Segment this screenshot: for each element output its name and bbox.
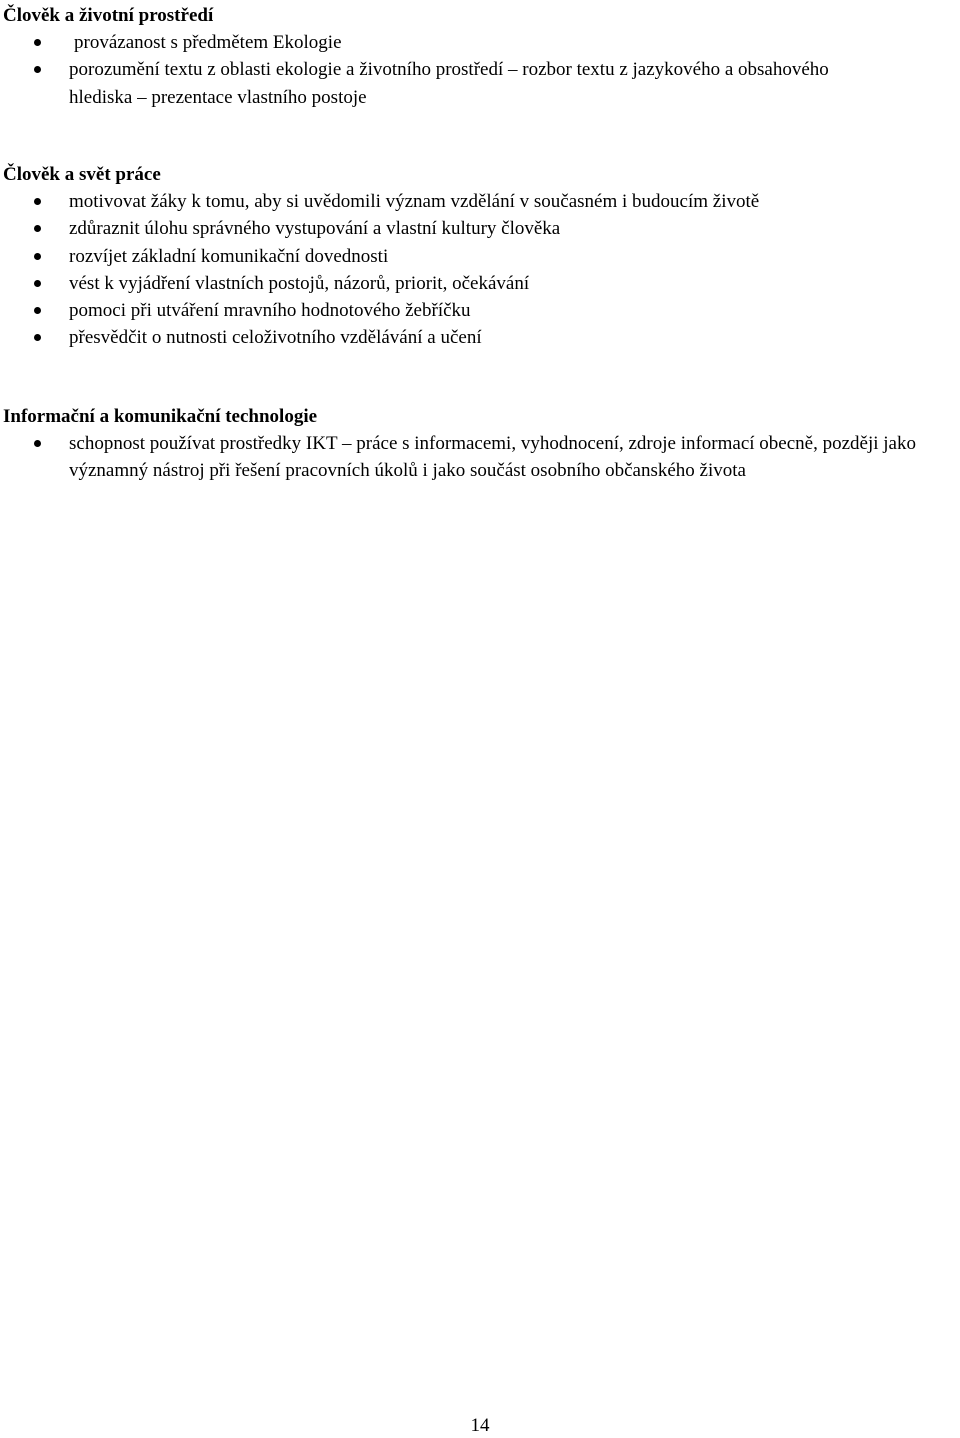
list-item-text: přesvědčit o nutnosti celoživotního vzdělávání a učení [69,327,482,349]
bullet-icon [34,253,41,260]
bullet-icon [34,198,41,205]
bullet-icon [34,39,41,46]
list-item [0,324,960,351]
list-item-text: motivovat žáky k tomu, aby si uvědomili význam vzdělání v současném i budoucím životě [69,191,760,212]
bullet-icon [34,280,41,287]
bullet-icon [34,225,41,232]
list-item-text: provázanost s předmětem Ekologie [74,32,342,53]
bullet-list [0,188,960,352]
bullet-icon [34,440,41,447]
list-item-text: schopnost používat prostředky IKT – práce s informacemi, vyhodnocení, zdroje informací obecně, později jako významný nástroj při řešení pracovních úkolů i jako součást osobního občanského života [69,433,916,482]
bullet-icon [34,66,41,73]
list-item-text: pomoci při utváření mravního hodnotového žebříčku [69,300,471,322]
list-item [0,56,960,111]
section-world-of-work [0,161,960,352]
list-item-text: zdůraznit úlohu správného vystupování a vlastní kultury člověka [69,218,561,240]
page-number: 14 [470,1415,490,1436]
list-item [0,188,960,215]
list-item [0,29,960,56]
section-heading: Informační a komunikační technologie [3,406,318,427]
list-item [0,243,960,270]
bullet-icon [34,307,41,314]
list-item [0,215,960,242]
section-environment [0,2,960,111]
list-item-text: vést k vyjádření vlastních postojů, názorů, priorit, očekávání [69,272,530,294]
list-item-text: porozumění textu z oblasti ekologie a životního prostředí – rozbor textu z jazykového a obsahového hlediska – prezentace vlastního postoje [69,59,829,108]
bullet-list [0,29,960,111]
list-item-text: rozvíjet základní komunikační dovednosti [69,245,389,267]
list-item [0,297,960,324]
list-item [0,270,960,297]
list-item [0,430,960,485]
section-heading: Člověk a životní prostředí [3,5,214,26]
bullet-icon [34,334,41,341]
bullet-list [0,430,960,485]
section-ict [0,403,960,485]
section-heading: Člověk a svět práce [3,164,161,185]
